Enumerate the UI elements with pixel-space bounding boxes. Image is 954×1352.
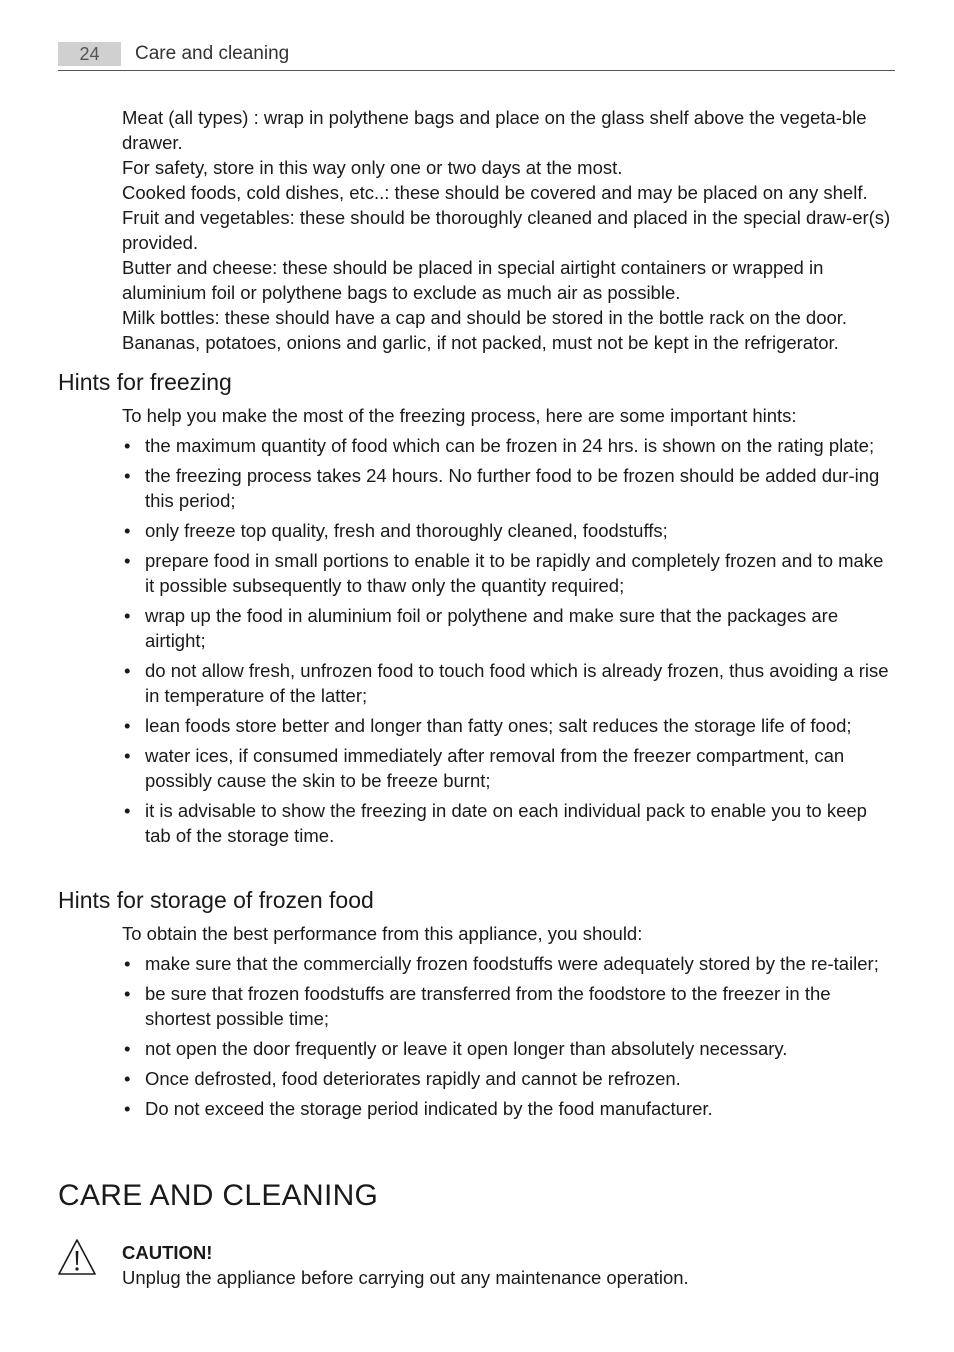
freezing-hints-list (122, 433, 897, 853)
bullet-icon: • (124, 465, 131, 486)
page-header (58, 40, 895, 71)
frozen-storage-intro: To obtain the best performance from this appliance, you should: (122, 923, 643, 944)
bullet-icon: • (124, 983, 131, 1004)
list-item-text: it is advisable to show the freezing in date on each individual pack to enable you to keep tab of the storage time. (145, 800, 867, 846)
list-item (122, 518, 897, 543)
page-number: 24 (58, 42, 121, 66)
list-item-text: Do not exceed the storage period indicated by the food manufacturer. (145, 1098, 713, 1119)
bullet-icon: • (124, 800, 131, 821)
list-item (122, 1096, 897, 1121)
list-item (122, 463, 897, 513)
list-item (122, 1036, 897, 1061)
list-item-text: wrap up the food in aluminium foil or polythene and make sure that the packages are airtight; (145, 605, 839, 651)
list-item-text: not open the door frequently or leave it open longer than absolutely necessary. (145, 1038, 788, 1059)
list-item (122, 658, 897, 708)
bullet-icon: • (124, 953, 131, 974)
list-item-text: do not allow fresh, unfrozen food to touch food which is already frozen, thus avoiding a rise in temperature of the latter; (145, 660, 889, 706)
storage-instructions (122, 105, 897, 355)
list-item (122, 981, 897, 1031)
list-item (122, 433, 897, 458)
bullet-icon: • (124, 1038, 131, 1059)
storage-paragraph: Cooked foods, cold dishes, etc..: these should be covered and may be placed on any shelf. (122, 182, 868, 203)
caution-title: CAUTION! (122, 1242, 213, 1263)
running-header-title: Care and cleaning (135, 43, 290, 64)
chapter-heading-care-and-cleaning: CARE AND CLEANING (58, 1179, 379, 1212)
storage-paragraph: For safety, store in this way only one or two days at the most. (122, 157, 623, 178)
bullet-icon: • (124, 435, 131, 456)
list-item-text: make sure that the commercially frozen foodstuffs were adequately stored by the re-tailer; (145, 953, 879, 974)
caution-text: Unplug the appliance before carrying out any maintenance operation. (122, 1267, 689, 1288)
list-item-text: be sure that frozen foodstuffs are transferred from the foodstore to the freezer in the shortest possible time; (145, 983, 831, 1029)
section-heading-freezing: Hints for freezing (58, 369, 232, 395)
bullet-icon: • (124, 745, 131, 766)
list-item (122, 548, 897, 598)
warning-triangle-icon (57, 1238, 97, 1276)
storage-paragraph: Butter and cheese: these should be placed in special airtight containers or wrapped in aluminium foil or polythene bags to exclude as much air as possible. (122, 257, 824, 303)
list-item (122, 713, 897, 738)
storage-paragraph: Bananas, potatoes, onions and garlic, if not packed, must not be kept in the refrigerator. (122, 332, 839, 353)
list-item (122, 603, 897, 653)
list-item-text: only freeze top quality, fresh and thoroughly cleaned, foodstuffs; (145, 520, 668, 541)
list-item (122, 951, 897, 976)
list-item-text: the maximum quantity of food which can be frozen in 24 hrs. is shown on the rating plate; (145, 435, 875, 456)
list-item (122, 798, 897, 848)
list-item-text: lean foods store better and longer than fatty ones; salt reduces the storage life of food; (145, 715, 852, 736)
bullet-icon: • (124, 520, 131, 541)
list-item-text: the freezing process takes 24 hours. No further food to be frozen should be added dur-ing this period; (145, 465, 880, 511)
storage-paragraph: Meat (all types) : wrap in polythene bags and place on the glass shelf above the vegeta-ble drawer. (122, 107, 867, 153)
list-item (122, 1066, 897, 1091)
list-item-text: Once defrosted, food deteriorates rapidly and cannot be refrozen. (145, 1068, 681, 1089)
storage-paragraph: Milk bottles: these should have a cap and should be stored in the bottle rack on the door. (122, 307, 848, 328)
frozen-storage-hints-list (122, 951, 897, 1126)
section-heading-frozen-storage: Hints for storage of frozen food (58, 887, 374, 913)
bullet-icon: • (124, 605, 131, 626)
bullet-icon: • (124, 660, 131, 681)
list-item-text: water ices, if consumed immediately after removal from the freezer compartment, can possibly cause the skin to be freeze burnt; (145, 745, 845, 791)
bullet-icon: • (124, 1098, 131, 1119)
freezing-intro: To help you make the most of the freezing process, here are some important hints: (122, 405, 797, 426)
list-item (122, 743, 897, 793)
storage-paragraph: Fruit and vegetables: these should be thoroughly cleaned and placed in the special draw-er(s) provided. (122, 207, 891, 253)
list-item-text: prepare food in small portions to enable it to be rapidly and completely frozen and to make it possible subsequently to thaw only the quantity required; (145, 550, 884, 596)
bullet-icon: • (124, 550, 131, 571)
bullet-icon: • (124, 1068, 131, 1089)
bullet-icon: • (124, 715, 131, 736)
